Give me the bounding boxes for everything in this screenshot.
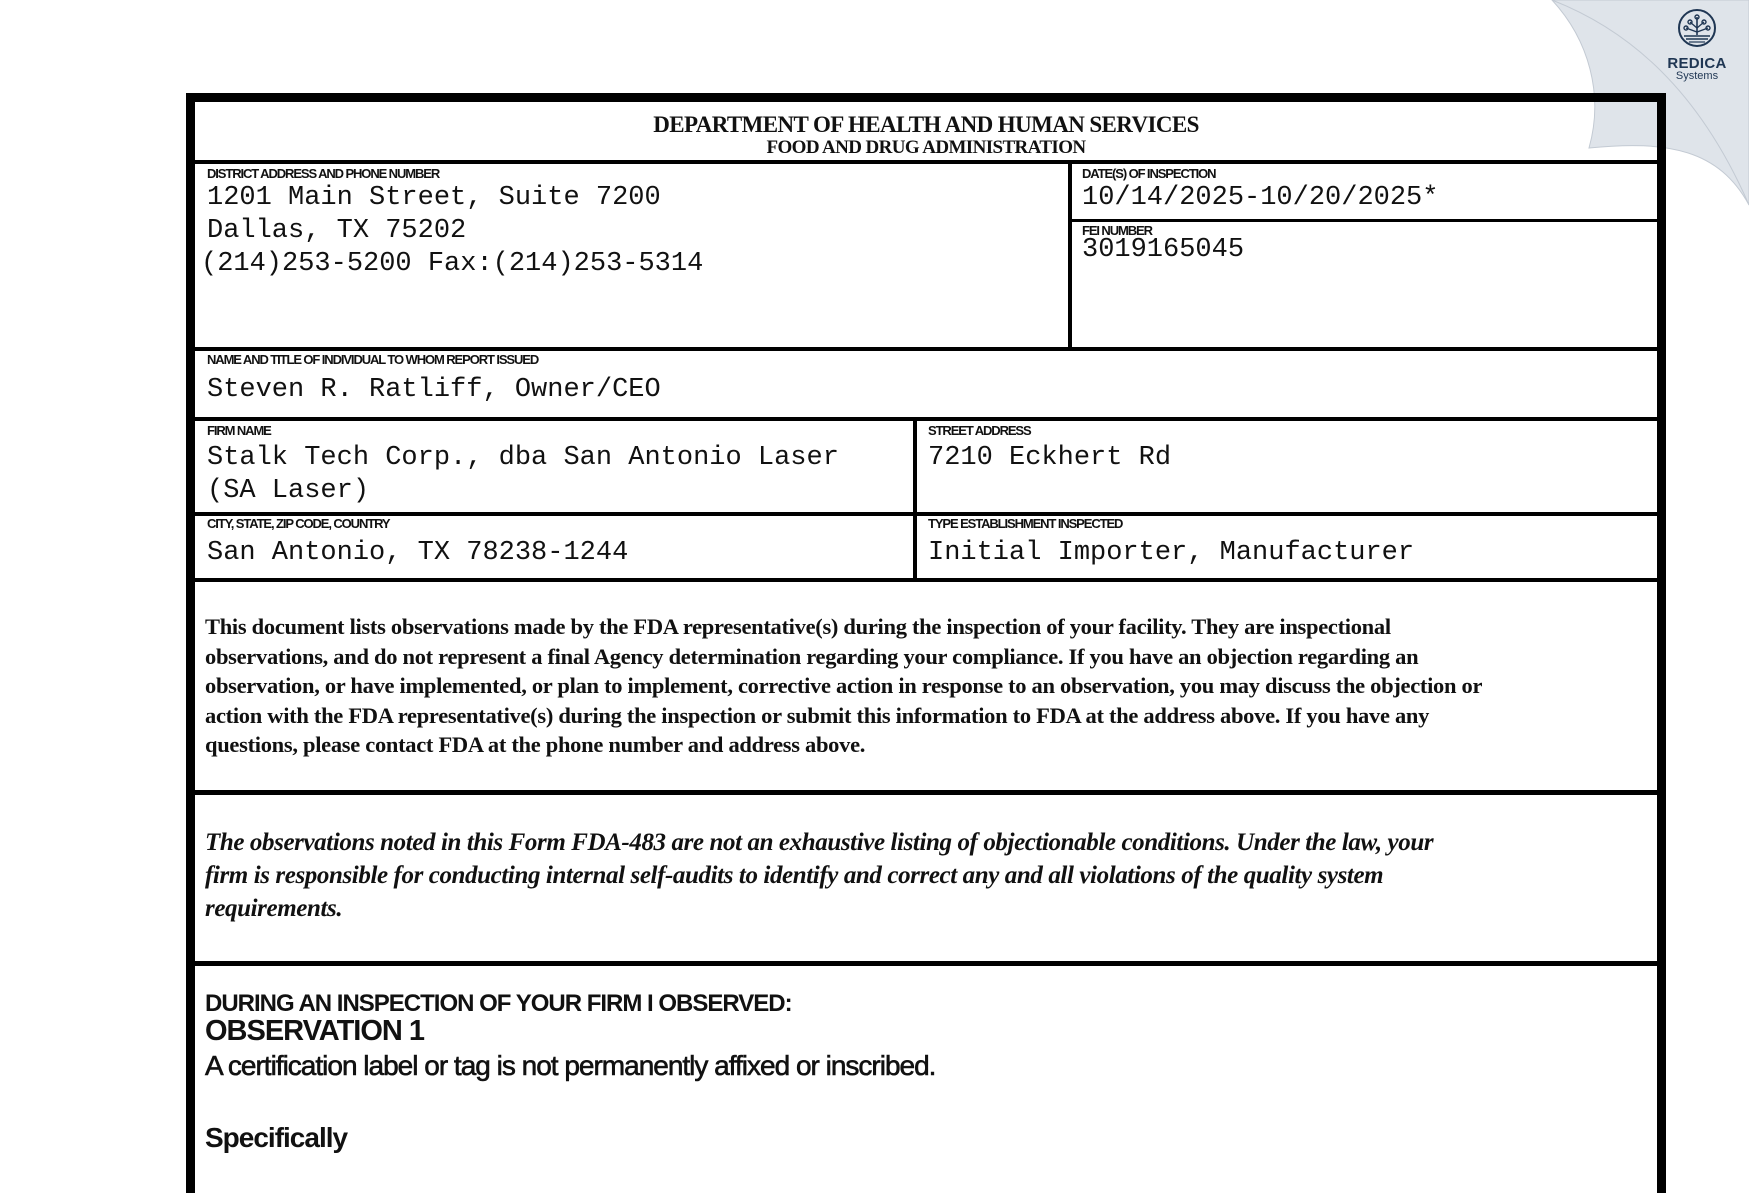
recipient-label: NAME AND TITLE OF INDIVIDUAL TO WHOM REPORT ISSUED [207,352,539,367]
district-line-3: (214)253-5200 Fax:(214)253-5314 [201,249,704,279]
district-line-2: Dallas, TX 75202 [207,216,467,246]
street-value: 7210 Eckhert Rd [928,443,1172,473]
notice-line: This document lists observations made by the FDA representative(s) during the inspection of your facility. They are inspectional [205,614,1391,639]
agency-title: FOOD AND DRUG ADMINISTRATION [766,137,1086,158]
firm-line-2: (SA Laser) [207,476,370,506]
disclaimer-paragraph [205,826,1433,925]
department-title: DEPARTMENT OF HEALTH AND HUMAN SERVICES [653,112,1199,137]
observations-intro: DURING AN INSPECTION OF YOUR FIRM I OBSERVED: [205,990,792,1017]
firm-line-1: Stalk Tech Corp., dba San Antonio Laser [207,443,839,473]
establishment-value: Initial Importer, Manufacturer [928,538,1415,568]
district-line-1: 1201 Main Street, Suite 7200 [207,183,661,213]
redica-logo [1657,8,1737,82]
notice-line: observations, and do not represent a final Agency determination regarding your compliance. If you have an objection regarding an [205,643,1419,669]
fei-value: 3019165045 [1082,235,1245,265]
notice-line: questions, please contact FDA at the phone number and address above. [205,732,866,757]
divider [195,578,1657,582]
disclaimer-line: firm is responsible for conducting internal self-audits to identify and correct any and all violations of the quality system [205,862,1384,889]
district-label: DISTRICT ADDRESS AND PHONE NUMBER [207,166,440,181]
city-label: CITY, STATE, ZIP CODE, COUNTRY [207,516,390,531]
divider [1068,160,1072,350]
divider [195,790,1657,795]
tree-network-icon [1677,8,1717,48]
divider [195,961,1657,966]
inspection-dates-value: 10/14/2025-10/20/2025* [1082,183,1439,213]
brand-sub: Systems [1675,70,1719,82]
notice-line: observation, or have implemented, or plan to implement, corrective action in response to an observation, you may discuss the objection or [205,673,1483,698]
street-label: STREET ADDRESS [928,423,1031,438]
fei-label: FEI NUMBER [1082,223,1152,238]
city-value: San Antonio, TX 78238-1244 [207,538,629,568]
recipient-value: Steven R. Ratliff, Owner/CEO [207,375,661,405]
observation-title: OBSERVATION 1 [205,1015,425,1047]
divider [195,160,1657,164]
divider [195,512,1657,516]
divider [1068,219,1657,222]
divider [195,347,1657,351]
disclaimer-line: requirements. [205,895,343,922]
disclaimer-line: The observations noted in this Form FDA-483 are not an exhaustive listing of objectionable conditions. Under the law, your [205,829,1434,856]
inspection-dates-label: DATE(S) OF INSPECTION [1082,166,1216,181]
notice-line: action with the FDA representative(s) during the inspection or submit this information to FDA at the address above. If you have any [205,702,1430,728]
establishment-label: TYPE ESTABLISHMENT INSPECTED [928,516,1123,531]
fda-483-form [186,93,1666,1193]
brand-name: REDICA [1667,55,1727,72]
observation-summary: A certification label or tag is not permanently affixed or inscribed. [205,1050,936,1081]
divider [913,417,917,582]
observation-detail-heading: Specifically [205,1122,348,1153]
firm-label: FIRM NAME [207,423,271,438]
divider [195,417,1657,421]
notice-paragraph [205,612,1482,760]
